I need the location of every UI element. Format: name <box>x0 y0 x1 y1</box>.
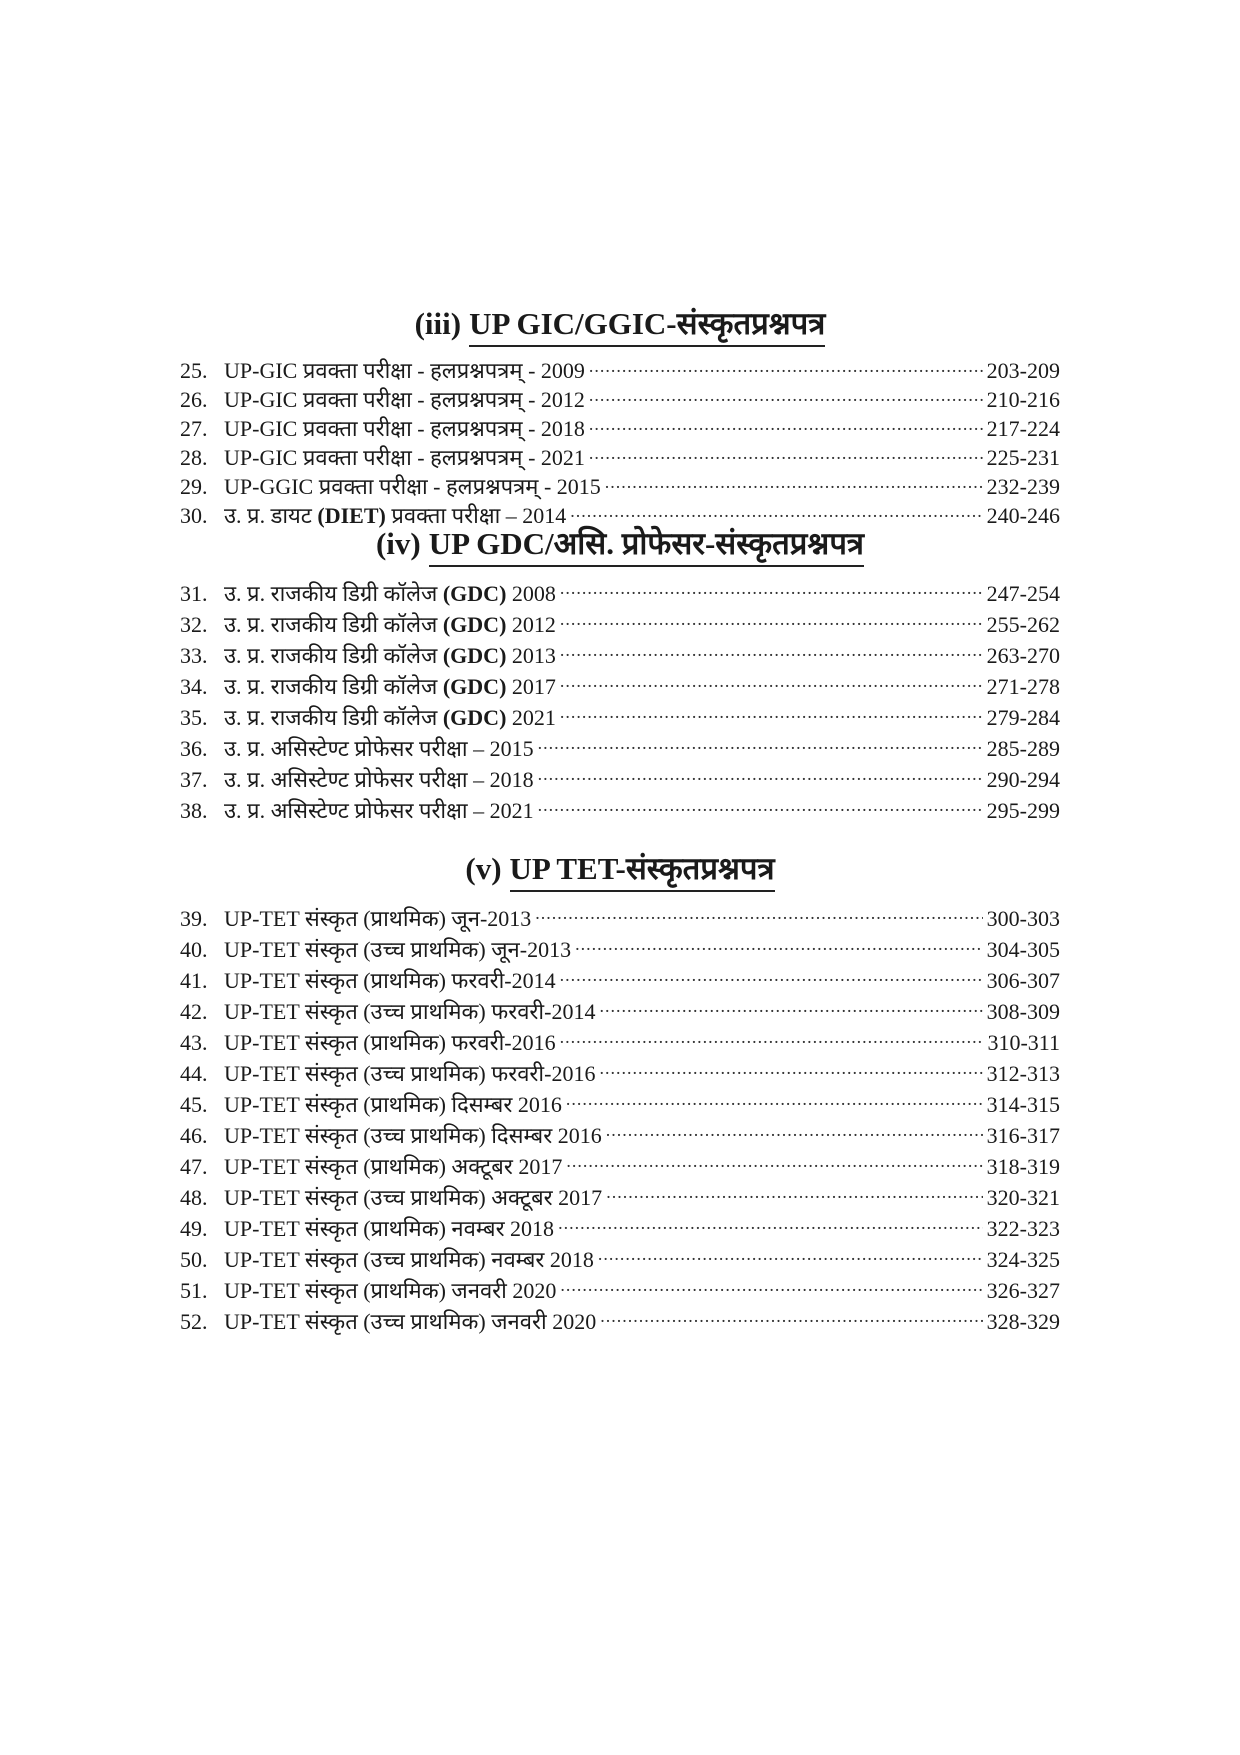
entry-title <box>224 903 531 934</box>
entry-number: 28. <box>180 445 208 470</box>
toc-entry <box>180 934 1060 965</box>
page-range: 308-309 <box>986 999 1060 1024</box>
entry-title-text: UP-TET संस्कृत (उच्च प्राथमिक) फरवरी-2014 <box>224 999 596 1024</box>
dot-leader <box>605 472 983 494</box>
entry-title-text: UP-TET संस्कृत (प्राथमिक) नवम्बर 2018 <box>224 1216 555 1241</box>
toc-entry <box>180 1089 1060 1120</box>
entry-title <box>224 1151 562 1182</box>
page-range: 279-284 <box>986 705 1060 730</box>
section-title: UP GIC/GGIC-संस्कृतप्रश्नपत्र <box>469 305 825 347</box>
dot-leader <box>606 1121 983 1143</box>
dot-leader <box>600 1307 982 1329</box>
page-range: 285-289 <box>986 736 1060 761</box>
entry-number: 42. <box>180 999 208 1024</box>
dot-leader <box>589 414 983 436</box>
entry-number: 43. <box>180 1030 208 1055</box>
entry-number: 38. <box>180 798 208 823</box>
entry-title <box>224 795 534 826</box>
entry-title <box>224 443 585 472</box>
dot-leader <box>560 610 983 632</box>
toc-entry <box>180 1182 1060 1213</box>
section-heading <box>180 847 1060 891</box>
entry-title-text: उ. प्र. डायट <box>224 503 318 528</box>
page-range: 240-246 <box>986 503 1060 528</box>
toc-section-iii <box>180 302 1060 530</box>
entry-number: 45. <box>180 1092 208 1117</box>
entry-title <box>224 764 534 795</box>
page-range: 232-239 <box>986 474 1060 499</box>
entry-title-text: उ. प्र. राजकीय डिग्री कॉलेज <box>224 581 443 606</box>
entry-title-text: UP-TET संस्कृत (उच्च प्राथमिक) जनवरी 2020 <box>224 1309 597 1334</box>
entry-number: 25. <box>180 358 208 383</box>
page-range: 316-317 <box>986 1123 1060 1148</box>
toc-entry <box>180 640 1060 671</box>
section-title: UP GDC/असि. प्रोफेसर-संस्कृतप्रश्नपत्र <box>429 525 864 567</box>
entry-title-bold: (GDC) <box>442 643 507 668</box>
page-range: 310-311 <box>987 1030 1060 1055</box>
entry-number: 35. <box>180 705 208 730</box>
entry-number: 26. <box>180 387 208 412</box>
entry-number: 29. <box>180 474 208 499</box>
entry-title-text: UP-GIC प्रवक्ता परीक्षा - हलप्रश्नपत्रम् - 2009 <box>224 358 585 383</box>
toc-entry <box>180 903 1060 934</box>
entry-number: 39. <box>180 906 208 931</box>
entry-title-text: उ. प्र. असिस्टेण्ट प्रोफेसर परीक्षा – 2018 <box>224 767 534 792</box>
entry-title <box>224 1089 562 1120</box>
page-range: 263-270 <box>986 643 1060 668</box>
page-range: 322-323 <box>986 1216 1060 1241</box>
toc-entry <box>180 1275 1060 1306</box>
entry-number: 50. <box>180 1247 208 1272</box>
dot-leader <box>535 904 982 926</box>
entry-number: 41. <box>180 968 208 993</box>
entry-number: 31. <box>180 581 208 606</box>
dot-leader <box>558 1214 983 1236</box>
entry-title-text: UP-TET संस्कृत (उच्च प्राथमिक) नवम्बर 2018 <box>224 1247 594 1272</box>
toc-entry <box>180 472 1060 501</box>
toc-entry <box>180 996 1060 1027</box>
entry-title-text: UP-TET संस्कृत (उच्च प्राथमिक) दिसम्बर 2016 <box>224 1123 602 1148</box>
section-title: UP TET-संस्कृतप्रश्नपत्र <box>510 850 775 892</box>
dot-leader <box>560 641 983 663</box>
entry-title-suffix: प्रवक्ता परीक्षा – 2014 <box>385 503 567 528</box>
page-range: 312-313 <box>986 1061 1060 1086</box>
entry-title-bold: (GDC) <box>442 674 507 699</box>
toc-entry <box>180 1213 1060 1244</box>
entry-title <box>224 1275 556 1306</box>
toc-entry <box>180 965 1060 996</box>
page-range: 320-321 <box>986 1185 1060 1210</box>
toc-list <box>180 356 1060 530</box>
entry-number: 33. <box>180 643 208 668</box>
entry-title-suffix: 2021 <box>506 705 556 730</box>
entry-title <box>224 996 595 1027</box>
entry-title <box>224 733 534 764</box>
page-range: 217-224 <box>986 416 1060 441</box>
dot-leader <box>599 1059 982 1081</box>
entry-title-bold: (GDC) <box>442 705 507 730</box>
toc-list <box>180 903 1060 1337</box>
entry-number: 48. <box>180 1185 208 1210</box>
entry-title-bold: (GDC) <box>442 581 507 606</box>
entry-title <box>224 1182 602 1213</box>
entry-title <box>224 609 556 640</box>
entry-title <box>224 1306 596 1337</box>
page-range: 314-315 <box>986 1092 1060 1117</box>
entry-number: 51. <box>180 1278 208 1303</box>
entry-title-text: उ. प्र. राजकीय डिग्री कॉलेज <box>224 705 443 730</box>
section-heading <box>180 522 1060 566</box>
entry-number: 37. <box>180 767 208 792</box>
entry-title-text: उ. प्र. राजकीय डिग्री कॉलेज <box>224 674 443 699</box>
dot-leader <box>599 997 982 1019</box>
dot-leader <box>589 443 983 465</box>
toc-entry <box>180 733 1060 764</box>
entry-title-text: UP-TET संस्कृत (प्राथमिक) फरवरी-2016 <box>224 1030 556 1055</box>
page-range: 300-303 <box>986 906 1060 931</box>
entry-number: 30. <box>180 503 208 528</box>
dot-leader <box>560 966 983 988</box>
dot-leader <box>589 356 983 378</box>
section-heading <box>180 302 1060 346</box>
entry-title-text: UP-TET संस्कृत (प्राथमिक) अक्टूबर 2017 <box>224 1154 563 1179</box>
page-range: 326-327 <box>986 1278 1060 1303</box>
dot-leader <box>566 1090 983 1112</box>
toc-entry <box>180 356 1060 385</box>
page-range: 225-231 <box>986 445 1060 470</box>
section-number: (v) <box>465 851 502 886</box>
entry-title-bold: (GDC) <box>442 612 507 637</box>
entry-number: 49. <box>180 1216 208 1241</box>
toc-entry <box>180 609 1060 640</box>
entry-number: 44. <box>180 1061 208 1086</box>
toc-entry <box>180 1120 1060 1151</box>
toc-section-v <box>180 847 1060 1337</box>
toc-entry <box>180 702 1060 733</box>
entry-title <box>224 1244 594 1275</box>
entry-title <box>224 702 556 733</box>
entry-number: 46. <box>180 1123 208 1148</box>
entry-title-text: UP-TET संस्कृत (प्राथमिक) जून-2013 <box>224 906 532 931</box>
toc-entry <box>180 764 1060 795</box>
dot-leader <box>560 1276 982 1298</box>
page-range: 328-329 <box>986 1309 1060 1334</box>
entry-title <box>224 1058 595 1089</box>
section-number: (iii) <box>414 306 462 341</box>
toc-entry <box>180 443 1060 472</box>
dot-leader <box>560 579 983 601</box>
entry-title <box>224 472 601 501</box>
entry-number: 36. <box>180 736 208 761</box>
entry-title-text: UP-TET संस्कृत (प्राथमिक) जनवरी 2020 <box>224 1278 557 1303</box>
entry-title-text: UP-TET संस्कृत (उच्च प्राथमिक) फरवरी-2016 <box>224 1061 596 1086</box>
toc-entry <box>180 1151 1060 1182</box>
entry-title <box>224 356 585 385</box>
page-range: 324-325 <box>986 1247 1060 1272</box>
entry-title-text: उ. प्र. असिस्टेण्ट प्रोफेसर परीक्षा – 2021 <box>224 798 534 823</box>
entry-title-text: UP-TET संस्कृत (उच्च प्राथमिक) अक्टूबर 2017 <box>224 1185 603 1210</box>
dot-leader <box>575 935 983 957</box>
entry-title-suffix: 2017 <box>506 674 556 699</box>
page-range: 203-209 <box>986 358 1060 383</box>
dot-leader <box>538 765 983 787</box>
dot-leader <box>598 1245 983 1267</box>
entry-title <box>224 640 556 671</box>
page-range: 271-278 <box>986 674 1060 699</box>
toc-entry <box>180 385 1060 414</box>
entry-title <box>224 578 556 609</box>
dot-leader <box>589 385 983 407</box>
dot-leader <box>560 703 983 725</box>
entry-title-text: UP-TET संस्कृत (प्राथमिक) फरवरी-2014 <box>224 968 556 993</box>
dot-leader <box>560 1028 984 1050</box>
toc-entry <box>180 1058 1060 1089</box>
page-range: 247-254 <box>986 581 1060 606</box>
entry-title-bold: (DIET) <box>317 503 386 528</box>
page-range: 255-262 <box>986 612 1060 637</box>
toc-entry <box>180 1027 1060 1058</box>
entry-title <box>224 1213 554 1244</box>
entry-number: 34. <box>180 674 208 699</box>
entry-title-text: UP-TET संस्कृत (प्राथमिक) दिसम्बर 2016 <box>224 1092 562 1117</box>
entry-number: 40. <box>180 937 208 962</box>
page-range: 210-216 <box>986 387 1060 412</box>
entry-title <box>224 414 585 443</box>
entry-title-suffix: 2008 <box>506 581 556 606</box>
dot-leader <box>566 1152 982 1174</box>
toc-section-iv <box>180 522 1060 826</box>
entry-title <box>224 671 556 702</box>
page-range: 304-305 <box>986 937 1060 962</box>
toc-entry <box>180 414 1060 443</box>
dot-leader <box>560 672 983 694</box>
entry-title-suffix: 2012 <box>506 612 556 637</box>
dot-leader <box>538 734 983 756</box>
dot-leader <box>570 501 982 523</box>
entry-title-suffix: 2013 <box>506 643 556 668</box>
entry-title <box>224 934 571 965</box>
entry-title-text: उ. प्र. राजकीय डिग्री कॉलेज <box>224 643 443 668</box>
toc-list <box>180 578 1060 826</box>
dot-leader <box>606 1183 982 1205</box>
toc-entry <box>180 795 1060 826</box>
toc-entry <box>180 578 1060 609</box>
entry-title <box>224 1027 556 1058</box>
entry-title <box>224 965 556 996</box>
toc-entry <box>180 1306 1060 1337</box>
section-number: (iv) <box>375 526 421 561</box>
page-range: 318-319 <box>986 1154 1060 1179</box>
entry-number: 47. <box>180 1154 208 1179</box>
dot-leader <box>538 796 983 818</box>
page-range: 295-299 <box>986 798 1060 823</box>
entry-title-text: UP-GIC प्रवक्ता परीक्षा - हलप्रश्नपत्रम् - 2021 <box>224 445 585 470</box>
entry-title-text: उ. प्र. राजकीय डिग्री कॉलेज <box>224 612 443 637</box>
entry-title <box>224 385 585 414</box>
entry-title-text: UP-TET संस्कृत (उच्च प्राथमिक) जून-2013 <box>224 937 572 962</box>
entry-number: 52. <box>180 1309 208 1334</box>
entry-title-text: UP-GGIC प्रवक्ता परीक्षा - हलप्रश्नपत्रम् - 2015 <box>224 474 601 499</box>
entry-number: 27. <box>180 416 208 441</box>
toc-entry <box>180 1244 1060 1275</box>
page-range: 306-307 <box>986 968 1060 993</box>
entry-title-text: उ. प्र. असिस्टेण्ट प्रोफेसर परीक्षा – 2015 <box>224 736 534 761</box>
entry-number: 32. <box>180 612 208 637</box>
entry-title <box>224 1120 602 1151</box>
page-range: 290-294 <box>986 767 1060 792</box>
entry-title-text: UP-GIC प्रवक्ता परीक्षा - हलप्रश्नपत्रम् - 2018 <box>224 416 585 441</box>
entry-title-text: UP-GIC प्रवक्ता परीक्षा - हलप्रश्नपत्रम् - 2012 <box>224 387 585 412</box>
toc-entry <box>180 671 1060 702</box>
